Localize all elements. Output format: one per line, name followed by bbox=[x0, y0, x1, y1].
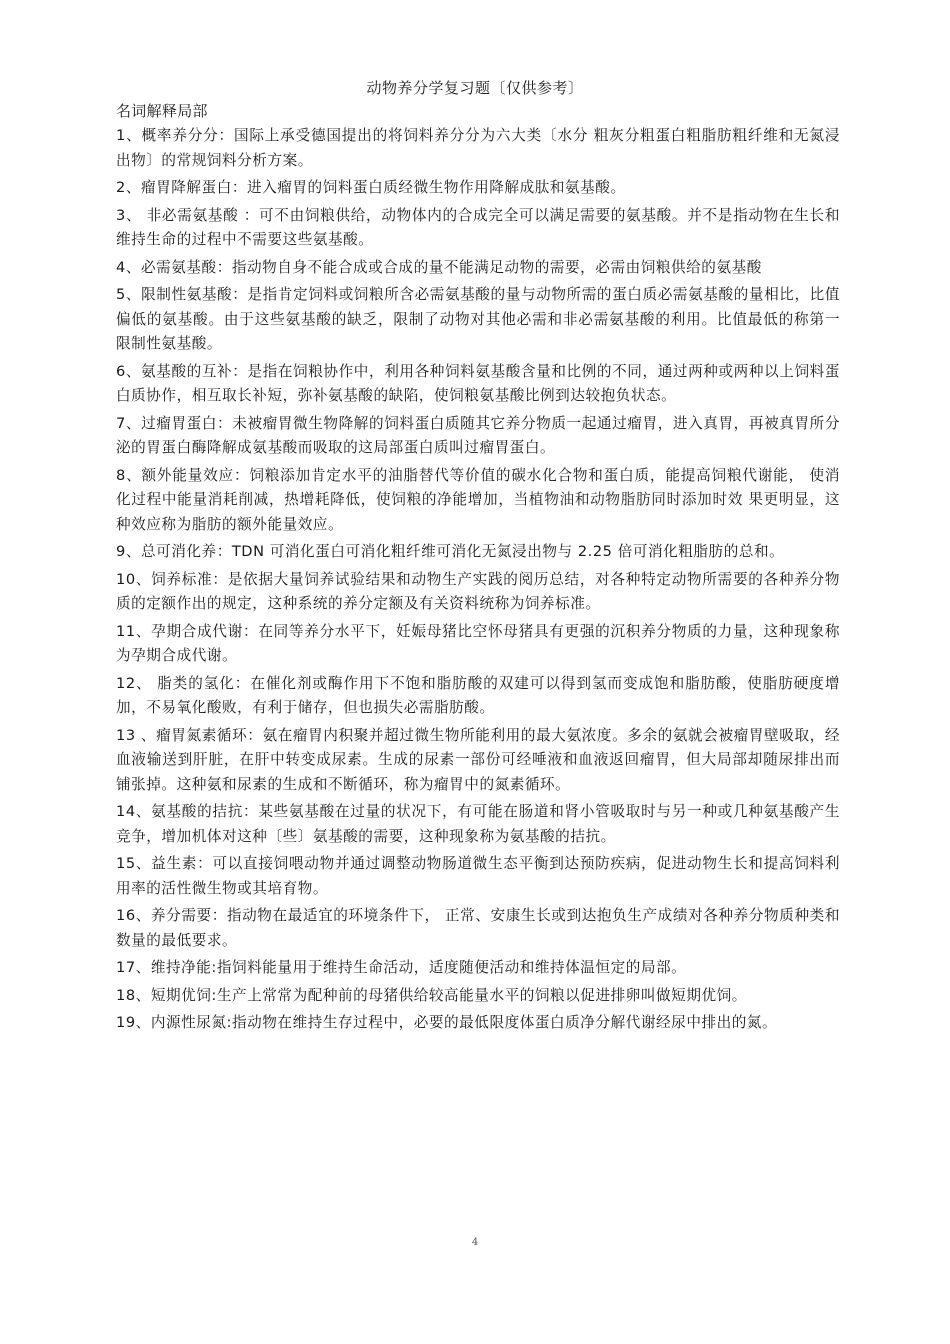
term-entry-5: 5、限制性氨基酸：是指肯定饲料或饲粮所含必需氨基酸的量与动物所需的蛋白质必需氨基酸的量相比，比值偏低的氨基酸。由于这些氨基酸的缺乏，限制了动物对其他必需和非必需氨基酸的利用。比值最低的称第一限制性氨基酸。 bbox=[116, 286, 840, 352]
term-entry-11: 11、孕期合成代谢：在同等养分水平下，妊娠母猪比空怀母猪具有更强的沉积养分物质的力量，这种现象称为孕期合成代谢。 bbox=[116, 622, 840, 664]
page-number: 4 bbox=[471, 1237, 479, 1248]
term-entry-1: 1、概率养分分：国际上承受德国提出的将饲料养分分为六大类〔水分 粗灰分粗蛋白粗脂肪粗纤维和无氮浸出物〕的常规饲料分析方案。 bbox=[116, 127, 840, 169]
term-entry-8: 8、额外能量效应：饲粮添加肯定水平的油脂替代等价值的碳水化合物和蛋白质，能提高饲粮代谢能， 使消化过程中能量消耗削减，热增耗降低，使饲粮的净能增加，当植物油和动物脂肪同时添加时效 果更明显，这种效应称为脂肪的额外能量效应。 bbox=[116, 466, 840, 533]
document-body bbox=[116, 100, 840, 1039]
term-entry-9: 9、总可消化养：TDN 可消化蛋白可消化粗纤维可消化无氮浸出物与 2.25 倍可消化粗脂肪的总和。 bbox=[116, 543, 785, 560]
term-entry-10: 10、饲养标准：是依据大量饲养试验结果和动物生产实践的阅历总结，对各种特定动物所需要的各种养分物质的定额作出的规定，这种系统的养分定额及有关资料统称为饲养标准。 bbox=[116, 570, 840, 612]
term-entry-6: 6、氨基酸的互补：是指在饲粮协作中，利用各种饲料氨基酸含量和比例的不同，通过两种或两种以上饲料蛋白质协作，相互取长补短，弥补氨基酸的缺陷，使饲粮氨基酸比例到达较抱负状态。 bbox=[116, 362, 840, 404]
term-entry-16: 16、养分需要：指动物在最适宜的环境条件下， 正常、安康生长或到达抱负生产成绩对各种养分物质种类和数量的最低要求。 bbox=[116, 907, 840, 949]
term-entry-7: 7、过瘤胃蛋白：未被瘤胃微生物降解的饲料蛋白质随其它养分物质一起通过瘤胃，进入真胃，再被真胃所分泌的胃蛋白酶降解成氨基酸而吸取的这局部蛋白质叫过瘤胃蛋白。 bbox=[116, 414, 840, 456]
term-entry-2: 2、瘤胃降解蛋白：进入瘤胃的饲料蛋白质经微生物作用降解成肽和氨基酸。 bbox=[116, 179, 626, 196]
section-heading: 名词解释局部 bbox=[116, 102, 208, 120]
term-entry-19: 19、内源性尿氮:指动物在维持生存过程中，必要的最低限度体蛋白质净分解代谢经尿中排出的氮。 bbox=[116, 1014, 778, 1031]
term-entry-15: 15、益生素：可以直接饲喂动物并通过调整动物肠道微生态平衡到达预防疾病，促进动物生长和提高饲料利用率的活性微生物或其培育物。 bbox=[116, 855, 840, 897]
term-entry-4: 4、必需氨基酸：指动物自身不能合成或合成的量不能满足动物的需要，必需由饲粮供给的氨基酸 bbox=[116, 258, 762, 276]
term-entry-18: 18、短期优饲:生产上常常为配种前的母猪供给较高能量水平的饲粮以促进排卵叫做短期优饲。 bbox=[116, 986, 747, 1004]
term-entry-17: 17、维持净能:指饲料能量用于维持生命活动，适度随便活动和维持体温恒定的局部。 bbox=[116, 959, 687, 976]
term-entry-13: 13 、瘤胃氮素循环：氨在瘤胃内积聚并超过微生物所能利用的最大氨浓度。多余的氨就会被瘤胃壁吸取，经血液输送到肝脏，在肝中转变成尿素。生成的尿素一部份可经唾液和血液返回瘤胃，但大局部却随尿排出而铺张掉。这种氨和尿素的生成和不断循环，称为瘤胃中的氮素循环。 bbox=[116, 726, 840, 793]
term-entry-14: 14、氨基酸的拮抗：某些氨基酸在过量的状况下，有可能在肠道和肾小管吸取时与另一种或几种氨基酸产生竞争，增加机体对这种〔些〕氨基酸的需要，这种现象称为氨基酸的拮抗。 bbox=[116, 803, 840, 845]
term-entry-3: 3、 非必需氨基酸 ：可不由饲粮供给，动物体内的合成完全可以满足需要的氨基酸。并不是指动物在生长和维持生命的过程中不需要这些氨基酸。 bbox=[116, 206, 840, 248]
term-entry-12: 12、 脂类的氢化：在催化剂或酶作用下不饱和脂肪酸的双建可以得到氢而变成饱和脂肪酸，使脂肪硬度增加，不易氧化酸败，有利于储存，但也损失必需脂肪酸。 bbox=[116, 674, 840, 716]
document-title: 动物养分学复习题〔仅供参考〕 bbox=[366, 79, 584, 97]
